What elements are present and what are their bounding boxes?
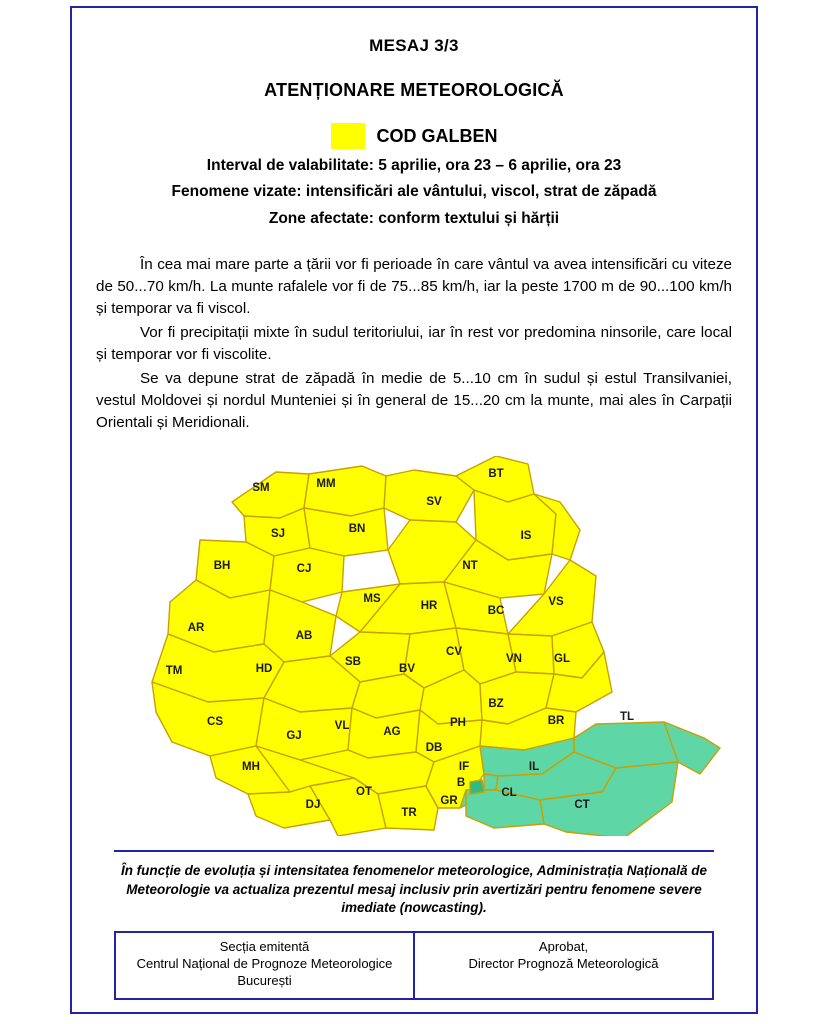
issuing-section-line2: București [237, 972, 292, 988]
map-svg [104, 456, 724, 836]
county-label-sj: SJ [270, 528, 286, 541]
body-text [90, 254, 738, 434]
romania-warning-map [104, 456, 724, 836]
county-label-bc: BC [487, 605, 505, 618]
county-label-ph: PH [450, 717, 466, 730]
county-label-ag: AG [383, 726, 401, 739]
county-label-vl: VL [334, 720, 350, 733]
county-label-is: IS [520, 530, 532, 543]
county-label-hr: HR [420, 600, 438, 613]
county-label-bn: BN [348, 523, 366, 536]
approved-heading: Aprobat, [538, 939, 589, 955]
county-label-ab: AB [295, 630, 313, 643]
footer-note: În funcție de evoluția și intensitatea fenomenelor meteorologice, Administrația Națională de Meteorologie va actualiza prezentul mesaj inclusiv prin avertizări pentru fenomene severe imediate (nowcasting). [114, 850, 714, 917]
message-number: MESAJ 3/3 [369, 36, 459, 55]
issuing-section-line1: Centrul Național de Prognoze Meteorologice [136, 955, 393, 971]
county-label-bh: BH [213, 560, 231, 573]
affected-areas: Zone afectate: conform textului și hărții [268, 209, 560, 227]
issuing-section-heading: Secția emitentă [219, 939, 310, 955]
county-label-dj: DJ [305, 799, 321, 812]
approved-by-cell [414, 932, 713, 999]
table-row [115, 932, 713, 999]
signature-table [114, 931, 714, 1000]
county-label-bt: BT [488, 468, 504, 481]
paragraph-1: În cea mai mare parte a țării vor fi perioade în care vântul va avea intensificări cu viteze de 50...70 km/h. La munte rafalele vor fi de 75...85 km/h, iar la peste 1700 m de 90...100 km/h și temporar va fi viscol. [96, 256, 732, 318]
county-label-mh: MH [242, 761, 260, 774]
issuing-section-cell [115, 932, 414, 999]
county-label-if: IF [458, 761, 470, 774]
county-label-ot: OT [356, 786, 372, 799]
code-label: COD GALBEN [376, 125, 498, 146]
page-title: ATENȚIONARE METEOROLOGICĂ [264, 80, 564, 100]
code-color-swatch [331, 123, 365, 149]
county-label-cj: CJ [296, 563, 312, 576]
county-label-sv: SV [426, 496, 442, 509]
paragraph-2: Vor fi precipitații mixte în sudul teritoriului, iar în rest vor predomina ninsorile, care local și temporar vor fi viscolite. [96, 324, 732, 364]
county-label-vs: VS [548, 596, 564, 609]
county-label-nt: NT [462, 560, 478, 573]
county-label-gl: GL [554, 653, 570, 666]
warning-code [90, 123, 738, 149]
county-label-sb: SB [345, 656, 361, 669]
paragraph-3: Se va depune strat de zăpadă în medie de 5...10 cm în sudul și estul Transilvaniei, vestul Moldovei și nordul Munteniei și în general de 15...20 cm la munte, mai ales în Carpații Orientali și Meridionali. [96, 370, 732, 432]
county-label-db: DB [425, 742, 443, 755]
approved-line1: Director Prognoză Meteorologică [468, 955, 659, 971]
county-label-tl: TL [619, 711, 635, 724]
county-label-gj: GJ [286, 730, 302, 743]
county-label-bz: BZ [488, 698, 504, 711]
phenomena: Fenomene vizate: intensificări ale vântului, viscol, strat de zăpadă [171, 183, 657, 201]
validity-interval: Interval de valabilitate: 5 aprilie, ora 23 – 6 aprilie, ora 23 [206, 157, 622, 174]
county-label-il: IL [528, 761, 540, 774]
county-label-bv: BV [399, 663, 415, 676]
county-label-tm: TM [165, 665, 183, 678]
county-label-hd: HD [255, 663, 273, 676]
county-label-gr: GR [440, 795, 458, 808]
county-label-sm: SM [252, 482, 270, 495]
county-label-tr: TR [401, 807, 417, 820]
county-label-cl: CL [501, 787, 517, 800]
county-label-b: B [456, 777, 466, 790]
county-label-ms: MS [363, 593, 381, 606]
county-label-cv: CV [446, 646, 462, 659]
county-label-br: BR [547, 715, 565, 728]
document-content [72, 8, 756, 1000]
county-label-mm: MM [316, 478, 336, 491]
county-label-ar: AR [187, 622, 205, 635]
county-label-ct: CT [574, 799, 590, 812]
county-label-cs: CS [207, 716, 223, 729]
county-label-vn: VN [506, 653, 522, 666]
